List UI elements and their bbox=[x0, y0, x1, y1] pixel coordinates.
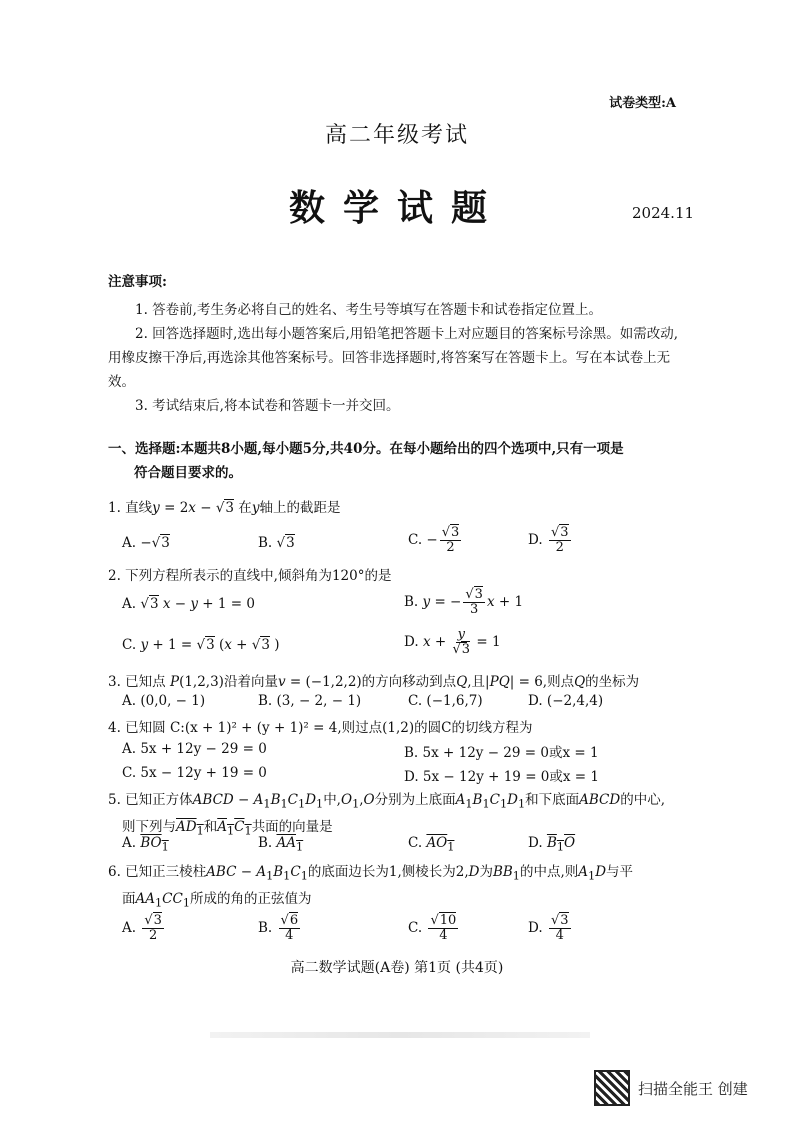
question-2-stem: 2. 下列方程所表示的直线中,倾斜角为120°的是 bbox=[108, 568, 392, 584]
question-5-option-a: A. $BO_1$ bbox=[122, 835, 169, 854]
question-2-option-a: A. √3 x − y + 1 = 0 bbox=[122, 596, 255, 612]
section-heading bbox=[108, 437, 692, 485]
section-heading-line-2: 符合题目要求的。 bbox=[134, 465, 242, 481]
question-2 bbox=[108, 565, 692, 587]
question-2-option-d: D. x + $\frac{y}{√3}$ = 1 bbox=[404, 627, 501, 657]
note-item-3: 3. 考试结束后,将本试卷和答题卡一并交回。 bbox=[135, 398, 400, 414]
paper-type: 试卷类型:A bbox=[609, 96, 676, 111]
scan-artifact bbox=[210, 1032, 590, 1038]
note-item-1: 1. 答卷前,考生务必将自己的姓名、考生号等填写在答题卡和试卷指定位置上。 bbox=[135, 302, 602, 318]
question-3-option-c: C. (−1,6,7) bbox=[408, 693, 483, 709]
question-4-option-a: A. 5x + 12y − 29 = 0 bbox=[122, 741, 267, 757]
question-3-option-b: B. (3, − 2, − 1) bbox=[258, 693, 362, 709]
question-6-option-d: D. $\frac{√3}{4}$ bbox=[528, 913, 569, 943]
question-3-stem: 3. 已知点 P(1,2,3)沿着向量v = (−1,2,2)的方向移动到点Q,且|PQ| = 6,则点Q的坐标为 bbox=[108, 674, 640, 690]
question-5-option-d: D. $B_1O$ bbox=[528, 835, 576, 854]
question-4-option-d: D. 5x − 12y + 19 = 0或x = 1 bbox=[404, 769, 599, 785]
question-5-option-c: C. $AO_1$ bbox=[408, 835, 455, 854]
question-4-option-c: C. 5x − 12y + 19 = 0 bbox=[122, 765, 267, 781]
question-6-stem-line-2: 面$AA_1CC_1$所成的角的正弦值为 bbox=[122, 890, 312, 910]
question-2-option-c: C. y + 1 = √3 (x + √3 ) bbox=[122, 637, 280, 653]
question-5-option-b: B. $AA_1$ bbox=[258, 835, 304, 854]
scanner-label: 扫描全能王 创建 bbox=[638, 1079, 748, 1098]
question-2-option-b: B. y = − $\frac{√3}{3}$ x + 1 bbox=[404, 587, 524, 617]
question-4-option-b: B. 5x + 12y − 29 = 0或x = 1 bbox=[404, 745, 599, 761]
section-heading-line-1: 一、选择题:本题共8小题,每小题5分,共40分。在每小题给出的四个选项中,只有一项是 bbox=[108, 441, 624, 457]
exam-name: 高二年级考试 bbox=[324, 123, 469, 148]
question-1-option-a: A. −√3 bbox=[122, 535, 170, 551]
question-6-option-b: B. $\frac{√6}{4}$ bbox=[258, 913, 299, 943]
note-item-2: 2. 回答选择题时,选出每小题答案后,用铅笔把答题卡上对应题目的答案标号涂黑。如需改动,用橡皮擦干净后,再选涂其他答案标号。回答非选择题时,将答案写在答题卡上。写在本试卷上无效。 bbox=[108, 326, 679, 390]
question-1-option-b: B. √3 bbox=[258, 535, 295, 551]
question-6-option-a: A. $\frac{√3}{2}$ bbox=[122, 913, 162, 943]
question-1-option-d: D. $\frac{√3}{2}$ bbox=[528, 525, 569, 555]
question-3 bbox=[108, 671, 692, 693]
question-5-stem-line-2: 则下列与$AD_1$和$A_1C_1$共面的向量是 bbox=[122, 818, 333, 838]
notes-title: 注意事项: bbox=[108, 274, 167, 290]
question-6-option-c: C. $\frac{√10}{4}$ bbox=[408, 913, 457, 943]
question-1-stem: 1. 直线y = 2x − √3 在y轴上的截距是 bbox=[108, 500, 341, 516]
question-1 bbox=[108, 497, 692, 519]
question-3-option-a: A. (0,0, − 1) bbox=[122, 693, 206, 709]
question-1-option-c: C. − $\frac{√3}{2}$ bbox=[408, 525, 460, 555]
page-footer: 高二数学试题(A卷) 第1页 (共4页) bbox=[290, 960, 504, 976]
question-5-stem-line-1: 5. 已知正方体ABCD − $A_1B_1C_1D_1$中$,O_1,O$分别为上底面$A_1B_1C_1D_1$和下底面ABCD的中心, bbox=[108, 792, 666, 811]
question-5 bbox=[108, 789, 692, 842]
subject-title: 数学试题 bbox=[288, 187, 505, 229]
scanner-watermark bbox=[594, 1070, 748, 1106]
qr-code-icon bbox=[594, 1070, 630, 1106]
question-6 bbox=[108, 861, 692, 914]
question-3-option-d: D. (−2,4,4) bbox=[528, 693, 604, 709]
question-6-stem-line-1: 6. 已知正三棱柱ABC − $A_1B_1C_1$的底面边长为1,侧棱长为2,D为$BB_1$的中点,则$A_1D$与平 bbox=[108, 864, 634, 883]
question-4-stem: 4. 已知圆 C:(x + 1)² + (y + 1)² = 4,则过点(1,2)的圆C的切线方程为 bbox=[108, 720, 533, 736]
exam-date: 2024.11 bbox=[632, 204, 695, 222]
